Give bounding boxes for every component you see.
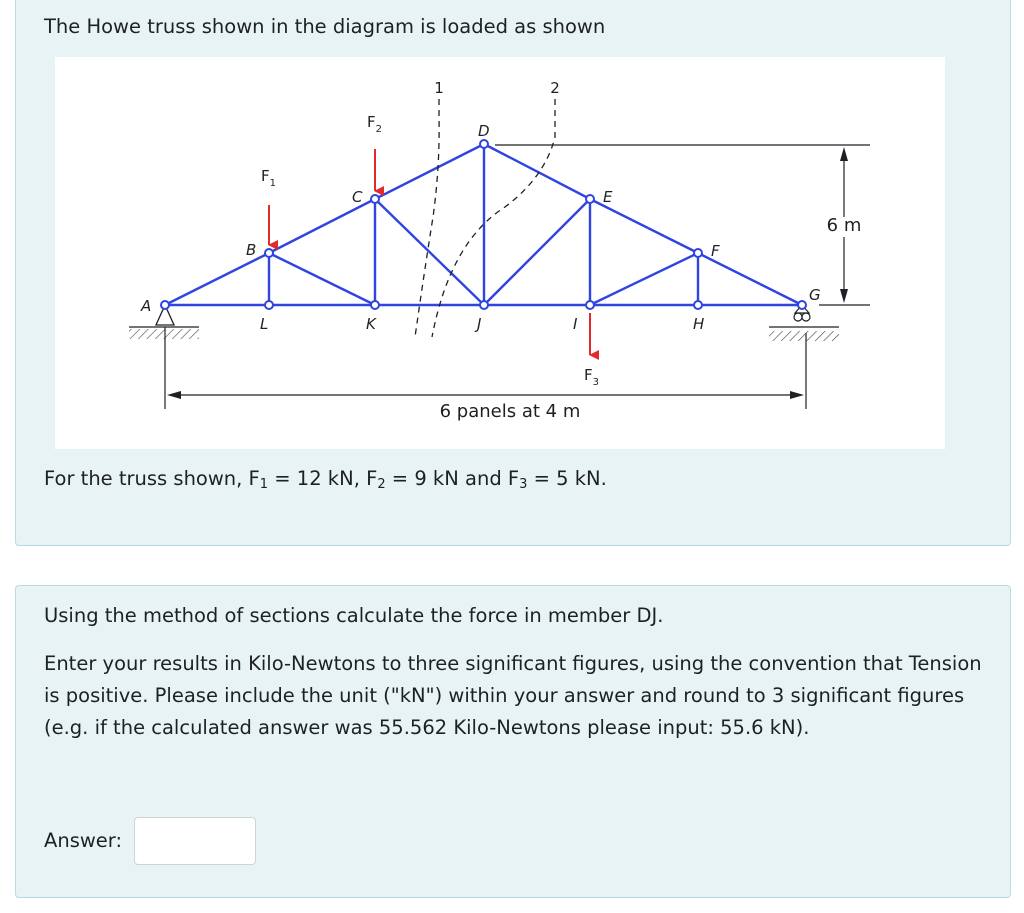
height-label: 6 m: [826, 215, 862, 236]
section-cut-2: [432, 99, 555, 337]
section-label-1: 1: [434, 79, 444, 97]
question-card: [15, 0, 1011, 546]
section-cut-1: [415, 99, 439, 337]
joint-a: [161, 301, 169, 309]
answer-card: [15, 585, 1011, 898]
truss-diagram: [55, 57, 945, 449]
joint-k: [371, 301, 379, 309]
node-label-h: H: [693, 315, 705, 333]
truss-svg: [55, 57, 945, 449]
height-arrow-up: [840, 147, 848, 161]
given-f1-sub: 1: [259, 477, 269, 492]
joint-i: [586, 301, 594, 309]
joint-l: [265, 301, 273, 309]
given-f2-value: = 9 kN and F: [385, 467, 520, 490]
member-bc: [269, 199, 375, 253]
question-intro: The Howe truss shown in the diagram is loaded as shown: [44, 15, 606, 38]
node-label-a: A: [141, 297, 152, 315]
roller-g-1: [794, 313, 802, 321]
answer-label: Answer:: [44, 829, 123, 852]
joint-d: [480, 140, 488, 148]
instruction-details: Enter your results in Kilo-Newtons to three significant figures, using the convention that Tension is positive. Please include the unit ("kN") within your answer and round to 3 significant figures (e.g. if the calculated answer was 55.562 Kilo-Newtons please input: 55.6 kN).: [44, 652, 982, 739]
joint-h: [694, 301, 702, 309]
node-label-k: K: [366, 315, 376, 333]
ground-hatch-g: [769, 331, 839, 341]
answer-input[interactable]: [134, 817, 256, 865]
member-ej: [484, 199, 590, 305]
member-ef: [590, 199, 698, 253]
node-label-c: C: [352, 188, 363, 206]
given-prefix: For the truss shown, F: [44, 467, 260, 490]
member-fi: [590, 253, 698, 305]
section-label-2: 2: [550, 79, 560, 97]
given-f2-sub: 2: [377, 477, 386, 492]
given-f3-value: = 5 kN.: [527, 467, 607, 490]
node-label-d: D: [478, 122, 490, 140]
given-f1-value: = 12 kN, F: [268, 467, 378, 490]
instruction-text: Using the method of sections calculate the force in member DJ.: [44, 604, 664, 627]
member-ab: [165, 253, 269, 305]
joint-b: [265, 249, 273, 257]
joint-e: [586, 195, 594, 203]
span-label: 6 panels at 4 m: [439, 401, 581, 422]
member-cd: [375, 144, 484, 199]
load-f3-label: $F_3$: [584, 366, 600, 388]
member-bk: [269, 253, 375, 305]
span-arrow-right: [790, 391, 804, 399]
roller-g-2: [802, 313, 810, 321]
node-label-j: J: [477, 315, 482, 333]
span-arrow-left: [167, 391, 181, 399]
given-values: [44, 467, 607, 492]
given-f3-sub: 3: [519, 477, 528, 492]
node-label-f: F: [711, 242, 720, 260]
member-de: [484, 144, 590, 199]
node-label-g: G: [809, 286, 821, 304]
ground-hatch-a: [129, 329, 199, 339]
load-f2-label: $F_2$: [367, 113, 383, 135]
joint-g: [798, 301, 806, 309]
node-label-b: B: [246, 241, 257, 259]
joint-f: [694, 249, 702, 257]
joint-c: [371, 195, 379, 203]
member-cj: [375, 199, 484, 305]
member-fg: [698, 253, 802, 305]
node-label-e: E: [603, 188, 613, 206]
joint-j: [480, 301, 488, 309]
node-label-i: I: [573, 315, 578, 333]
load-f1-label: $F_1$: [261, 167, 277, 189]
node-label-l: L: [260, 315, 269, 333]
height-arrow-down: [840, 289, 848, 303]
